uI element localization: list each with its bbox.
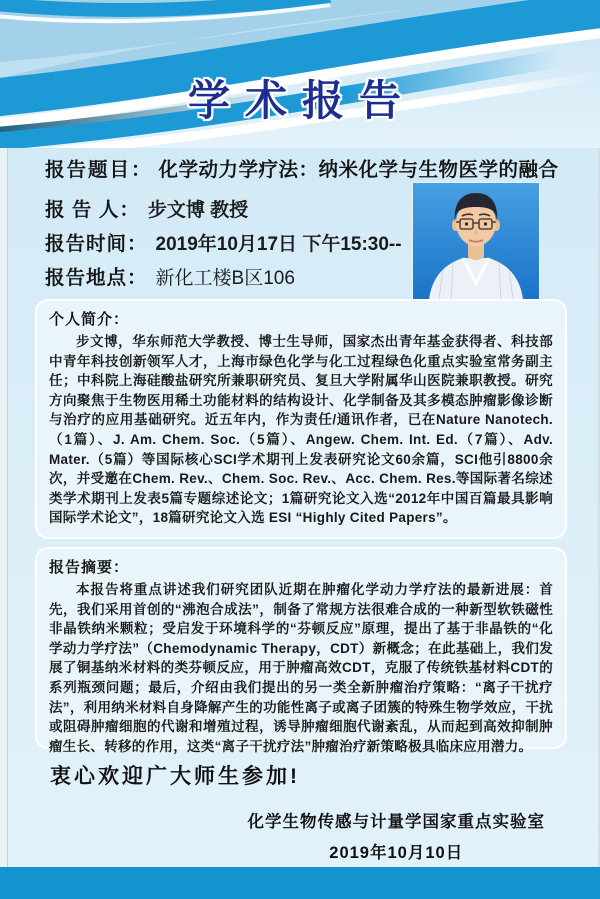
bio-body: 步文博，华东师范大学教授、博士生导师，国家杰出青年基金获得者、科技部中青年科技创新领军人才，上海市绿色化学与化工过程绿色化重点实验室常务副主任；中科院上海硅酸盐研究所兼职研究员、复旦大学附属华山医院兼职教授。研究方向聚焦于生物医用稀土功能材料的结构设计、化学制备及其多模态肿瘤影像诊断与治疗的应用基础研究。近五年内，作为责任/通讯作者，已在Nature Nanotech.（1篇）、J. Am. Chem. Soc.（5篇）、Angew. Chem. Int. Ed.（7篇）、Adv. Mater.（5篇）等国际核心SCI学术期刊上发表研究论文60余篇，SCI他引8800余次，并受邀在Chem. Rev.、Chem. Soc. Rev.、Acc. Chem. Res.等国际著名综述类学术期刊上发表5篇专题综述论文；1篇研究论文入选“2012年中国百篇最具影响国际学术论文”，18篇研究论文入选 ESI “Highly Cited Papers”。 (49, 334, 553, 526)
bio-heading: 个人简介： (49, 311, 130, 328)
report-title-row (45, 154, 585, 182)
left-edge-trim (0, 148, 8, 868)
welcome-line: 衷心欢迎广大师生参加! (50, 765, 300, 788)
footer-signature (248, 808, 546, 863)
speaker-label: 报 告 人： (45, 199, 140, 221)
speaker-row (45, 200, 402, 222)
venue-value: 新化工楼B区106 (155, 268, 295, 289)
speaker-value: 步文博 教授 (147, 200, 249, 221)
bio-panel (35, 299, 567, 539)
abstract-heading: 报告摘要： (49, 559, 130, 576)
report-info-block (45, 200, 402, 290)
banner-title: 学术报告 (188, 77, 417, 124)
venue-label: 报告地点： (45, 267, 148, 289)
speaker-portrait-graphic (413, 183, 539, 299)
report-title-label: 报告题目： (45, 159, 153, 181)
venue-row (45, 268, 402, 290)
bottom-bar (0, 867, 600, 899)
time-value: 2019年10月17日 下午15:30-- (155, 234, 402, 255)
time-row (45, 234, 402, 256)
abstract-panel (35, 547, 567, 754)
report-title-value: 化学动力学疗法：纳米化学与生物医学的融合 (158, 159, 559, 181)
banner (0, 0, 600, 148)
speaker-photo (413, 183, 539, 299)
footer-organizer: 化学生物传感与计量学国家重点实验室 (247, 813, 545, 831)
footer-date: 2019年10月10日 (329, 844, 464, 862)
time-label: 报告时间： (45, 233, 148, 255)
abstract-body: 本报告将重点讲述我们研究团队近期在肿瘤化学动力学疗法的最新进展：首先，我们采用首创的“沸泡合成法”，制备了常规方法很难合成的一种新型软铁磁性非晶铁纳米颗粒；受启发于环境科学的“芬顿反应”原理，提出了基于非晶铁的“化学动力学疗法”（Chemodynamic Therapy，CDT）新概念；在此基础上，我们发展了铜基纳米材料的类芬顿反应，用于肿瘤高效CDT，克服了传统铁基材料CDT的系列瓶颈问题；最后，介绍由我们提出的另一类全新肿瘤治疗策略：“离子干扰疗法”，利用纳米材料自身降解产生的功能性离子或离子团簇的特殊生物学效应，干扰或阻碍肿瘤细胞的代谢和增殖过程，诱导肿瘤细胞代谢紊乱，从而起到高效抑制肿瘤生长、转移的作用，这类“离子干扰疗法”肿瘤治疗新策略极具临床应用潜力。 (49, 582, 553, 754)
